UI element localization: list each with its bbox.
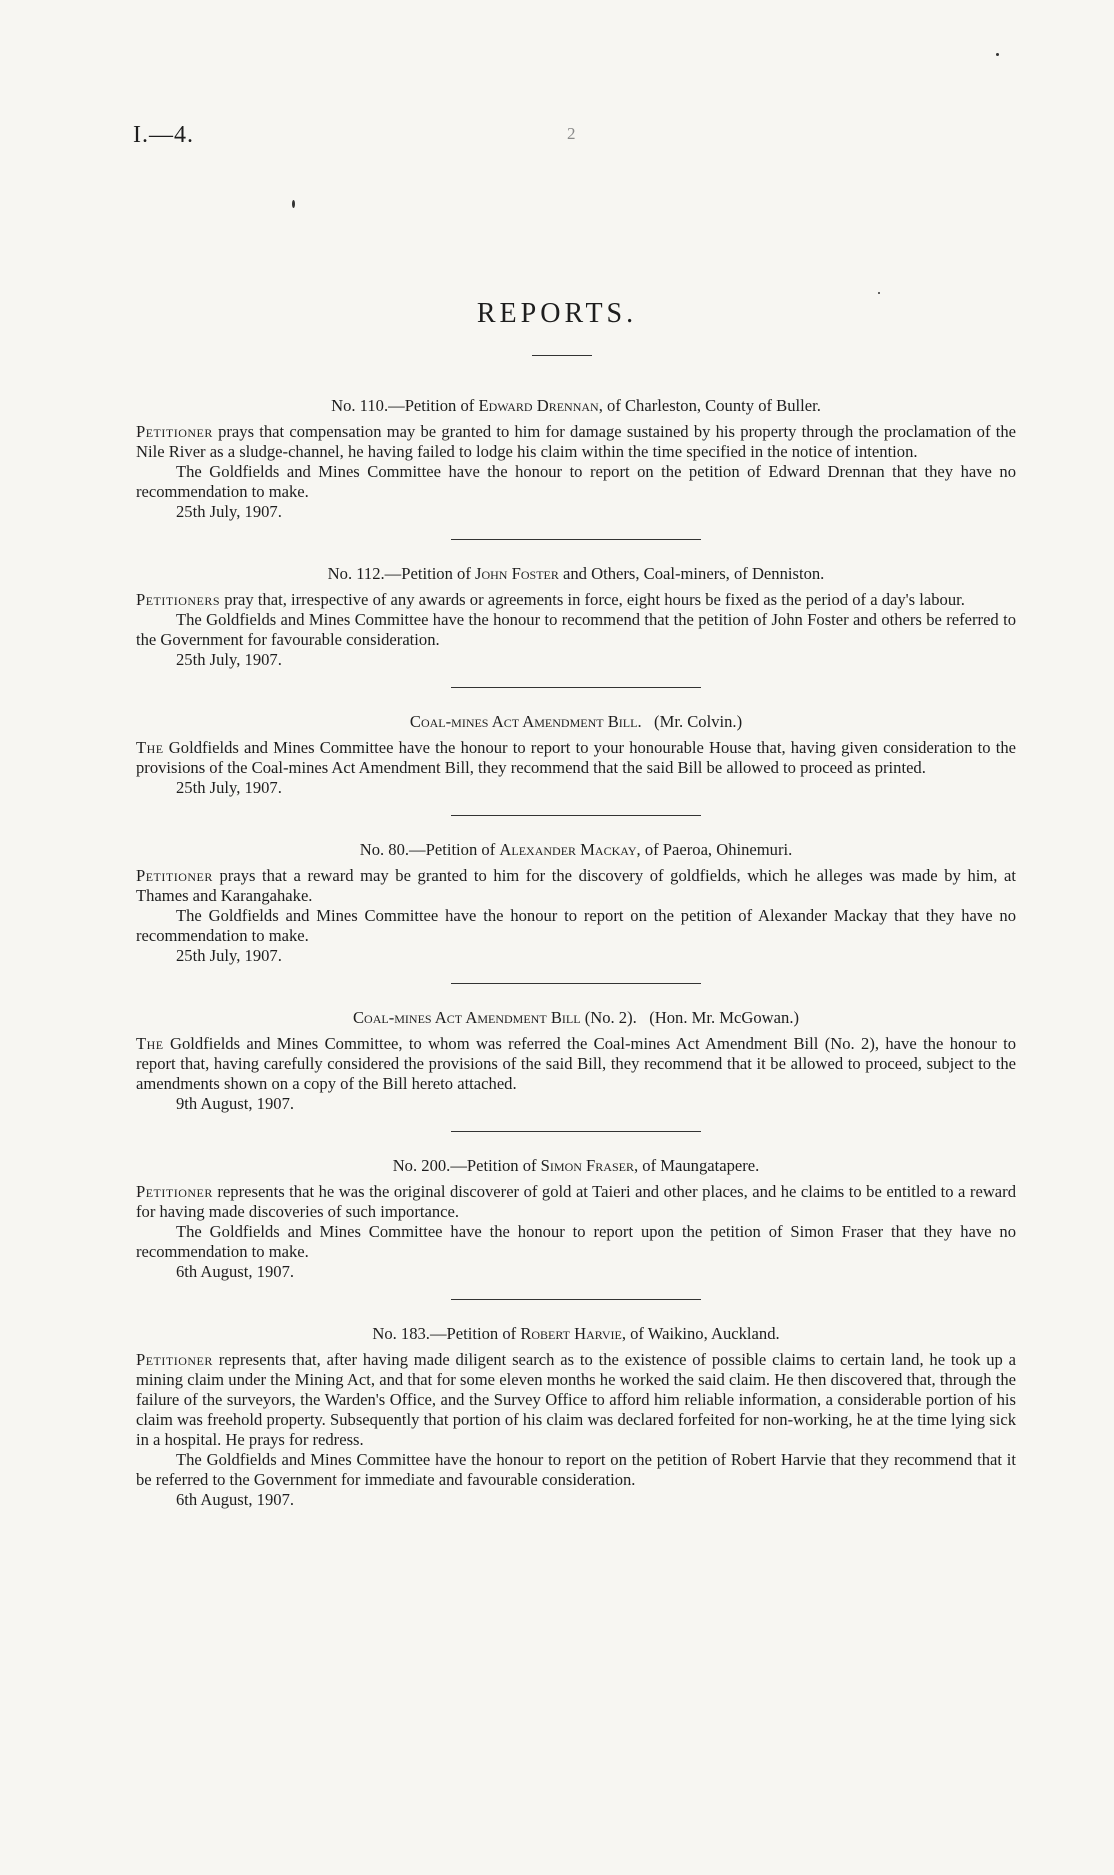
report-section — [136, 1156, 1016, 1282]
reports-content — [136, 396, 1016, 1510]
report-date: 6th August, 1907. — [176, 1490, 295, 1509]
ink-speck — [878, 292, 880, 294]
section-divider — [451, 815, 701, 816]
report-date: 25th July, 1907. — [176, 946, 282, 965]
committee-report: The Goldfields and Mines Committee have the honour to report on the petition of Edward Drennan that they have no recommendation to make. — [136, 462, 1016, 501]
report-heading: No. 112.—Petition of John Foster and Others, Coal-miners, of Denniston. — [327, 564, 825, 583]
report-body: Petitioner prays that compensation may be granted to him for damage sustained by his property through the proclamation of the Nile River as a sludge-channel, he having failed to lodge his claim within the time specified in the notice of intention. — [136, 422, 1016, 461]
page-title: REPORTS. — [476, 298, 638, 329]
paper-reference: I.—4. — [133, 122, 194, 148]
report-date: 9th August, 1907. — [176, 1094, 295, 1113]
report-body: Petitioner prays that a reward may be granted to him for the discovery of goldfields, which he alleges was made by him, at Thames and Karangahake. — [136, 866, 1016, 905]
report-body: The Goldfields and Mines Committee, to whom was referred the Coal-mines Act Amendment Bill (No. 2), have the honour to report that, having carefully considered the provisions of the said Bill, they recommend that it be allowed to proceed, subject to the amendments shown on a copy of the Bill hereto attached. — [136, 1034, 1016, 1093]
section-divider — [451, 1299, 701, 1300]
report-section — [136, 564, 1016, 670]
report-section — [136, 1008, 1016, 1114]
report-date: 25th July, 1907. — [176, 778, 282, 797]
report-body: Petitioner represents that, after having made diligent search as to the existence of possible claims to certain land, he took up a mining claim under the Mining Act, and that for some eleven months he worked the said claim. He then discovered that, through the failure of the surveyors, the Warden's Office, and the Survey Office to afford him reliable information, a considerable portion of his claim was freehold property. Subsequently that portion of his claim was declared forfeited for non-working, he at the time lying sick in a hospital. He prays for redress. — [136, 1350, 1016, 1449]
report-heading: Coal-mines Act Amendment Bill (No. 2). (Hon. Mr. McGowan.) — [352, 1008, 799, 1027]
section-divider — [451, 539, 701, 540]
report-date: 25th July, 1907. — [176, 502, 282, 521]
report-body: Petitioners pray that, irrespective of any awards or agreements in force, eight hours be fixed as the period of a day's labour. — [136, 590, 965, 609]
committee-report: The Goldfields and Mines Committee have the honour to report on the petition of Robert Harvie that they recommend that it be referred to the Government for immediate and favourable consideration. — [136, 1450, 1016, 1489]
report-section — [136, 396, 1016, 522]
ink-speck — [996, 53, 999, 56]
section-divider — [451, 1131, 701, 1132]
report-section — [136, 712, 1016, 798]
committee-report: The Goldfields and Mines Committee have the honour to recommend that the petition of John Foster and others be referred to the Government for favourable consideration. — [136, 610, 1016, 649]
report-section — [136, 840, 1016, 966]
committee-report: The Goldfields and Mines Committee have the honour to report on the petition of Alexander Mackay that they have no recommendation to make. — [136, 906, 1016, 945]
page-number: 2 — [567, 124, 576, 143]
report-heading: No. 80.—Petition of Alexander Mackay, of Paeroa, Ohinemuri. — [359, 840, 793, 859]
report-heading: No. 200.—Petition of Simon Fraser, of Maungatapere. — [392, 1156, 760, 1175]
report-heading: No. 183.—Petition of Robert Harvie, of Waikino, Auckland. — [372, 1324, 780, 1343]
report-date: 6th August, 1907. — [176, 1262, 295, 1281]
ink-speck — [292, 200, 295, 208]
committee-report: The Goldfields and Mines Committee have the honour to report upon the petition of Simon Fraser that they have no recommendation to make. — [136, 1222, 1016, 1261]
report-date: 25th July, 1907. — [176, 650, 282, 669]
section-divider — [451, 687, 701, 688]
section-divider — [451, 983, 701, 984]
report-section — [136, 1324, 1016, 1510]
report-heading: No. 110.—Petition of Edward Drennan, of Charleston, County of Buller. — [331, 396, 821, 415]
title-divider — [532, 355, 592, 356]
report-body: The Goldfields and Mines Committee have the honour to report to your honourable House that, having given consideration to the provisions of the Coal-mines Act Amendment Bill, they recommend that the said Bill be allowed to proceed as printed. — [136, 738, 1016, 777]
report-body: Petitioner represents that he was the original discoverer of gold at Taieri and other places, and he claims to be entitled to a reward for having made discoveries of such importance. — [136, 1182, 1016, 1221]
report-heading: Coal-mines Act Amendment Bill. (Mr. Colvin.) — [409, 712, 743, 731]
